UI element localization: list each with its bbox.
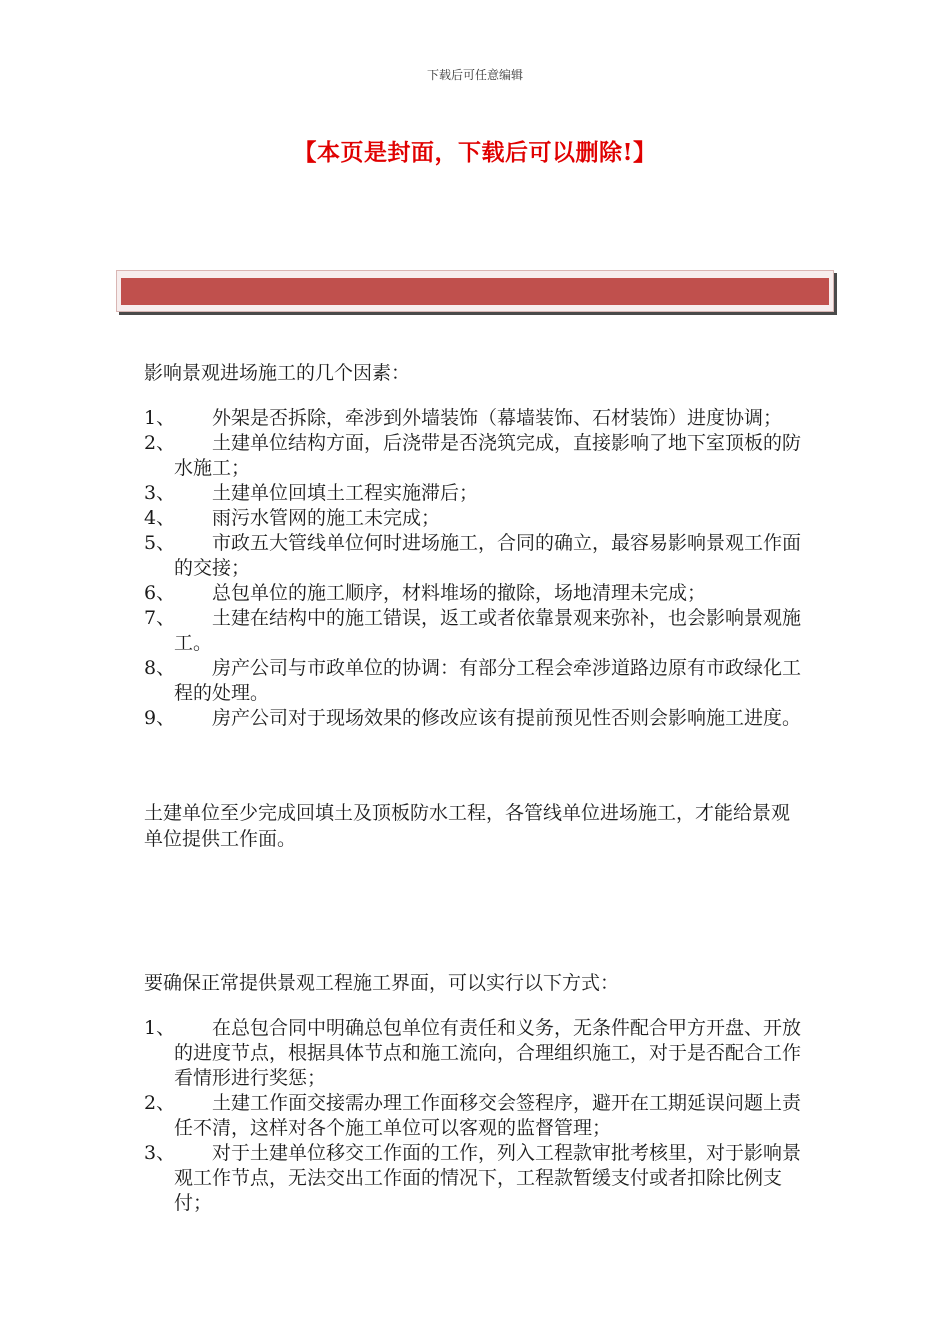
list-item [144, 506, 804, 531]
section2 [144, 970, 804, 996]
list-item [144, 1091, 804, 1141]
item-text: 雨污水管网的施工未完成； [212, 507, 441, 529]
item-text: 土建单位结构方面，后浇带是否浇筑完成，直接影响了地下室顶板的防水施工； [174, 432, 802, 479]
item-number: 8、 [144, 657, 176, 679]
item-number: 4、 [144, 507, 176, 529]
cover-notice: 【本页是封面，下载后可以删除!】 [293, 139, 657, 166]
item-number: 2、 [144, 1092, 176, 1114]
list-item [144, 706, 804, 731]
item-text: 土建工作面交接需办理工作面移交会签程序，避开在工期延误问题上责任不清，这样对各个施工单位可以客观的监督管理； [174, 1092, 802, 1139]
item-text: 土建在结构中的施工错误，返工或者依靠景观来弥补，也会影响景观施工。 [174, 607, 802, 654]
item-number: 9、 [144, 707, 176, 729]
item-text: 房产公司与市政单位的协调：有部分工程会牵涉道路边原有市政绿化工程的处理。 [174, 657, 802, 704]
list-item [144, 1141, 804, 1216]
red-bar [121, 278, 829, 305]
list-item [144, 1016, 804, 1091]
item-text: 土建单位回填土工程实施滞后； [212, 482, 479, 504]
item-text: 外架是否拆除，牵涉到外墙装饰（幕墙装饰、石材装饰）进度协调； [212, 407, 783, 429]
section1-heading: 影响景观进场施工的几个因素： [144, 362, 411, 384]
section1 [144, 360, 804, 386]
list-item [144, 481, 804, 506]
section1-list [144, 406, 804, 731]
list-item [144, 606, 804, 656]
list-item [144, 581, 804, 606]
item-text: 市政五大管线单位何时进场施工，合同的确立，最容易影响景观工作面的交接； [174, 532, 802, 579]
item-number: 5、 [144, 532, 176, 554]
list-item [144, 656, 804, 706]
item-number: 1、 [144, 1017, 176, 1039]
list-item [144, 431, 804, 481]
item-number: 6、 [144, 582, 176, 604]
list-item [144, 531, 804, 581]
section1-list-wrapper [144, 406, 804, 731]
section1-conclusion: 土建单位至少完成回填土及顶板防水工程，各管线单位进场施工，才能给景观单位提供工作面。 [144, 802, 791, 850]
list-item [144, 406, 804, 431]
item-text: 对于土建单位移交工作面的工作，列入工程款审批考核里，对于影响景观工作节点，无法交出工作面的情况下，工程款暂缓支付或者扣除比例支付； [174, 1142, 802, 1214]
item-number: 3、 [144, 482, 176, 504]
section2-list [144, 1016, 804, 1216]
decorative-banner [116, 270, 834, 312]
item-number: 1、 [144, 407, 176, 429]
item-number: 2、 [144, 432, 176, 454]
item-number: 3、 [144, 1142, 176, 1164]
item-text: 总包单位的施工顺序，材料堆场的撤除，场地清理未完成； [212, 582, 707, 604]
section1-conclusion-wrapper [144, 800, 804, 852]
item-number: 7、 [144, 607, 176, 629]
item-text: 房产公司对于现场效果的修改应该有提前预见性否则会影响施工进度。 [212, 707, 802, 729]
page-header: 下载后可任意编辑 [426, 68, 523, 82]
section2-list-wrapper [144, 1016, 804, 1216]
item-text: 在总包合同中明确总包单位有责任和义务，无条件配合甲方开盘、开放的进度节点，根据具体节点和施工流向，合理组织施工，对于是否配合工作看情形进行奖惩； [174, 1017, 802, 1089]
section2-heading: 要确保正常提供景观工程施工界面，可以实行以下方式： [144, 972, 620, 994]
